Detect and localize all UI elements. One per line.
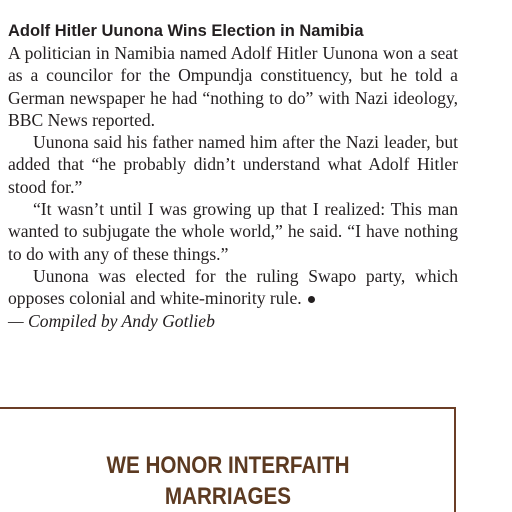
article-byline: — Compiled by Andy Gotlieb <box>8 310 215 331</box>
advertisement-title <box>32 450 424 512</box>
article-paragraph: Uunona was elected for the ruling Swapo party, which opposes colonial and white-minority rule. <box>8 265 458 309</box>
article-headline: Adolf Hitler Uunona Wins Election in Namibia <box>8 22 364 40</box>
ad-title-line-1: WE HONOR INTERFAITH <box>106 452 350 479</box>
ad-title-line-2: MARRIAGES <box>164 483 292 510</box>
article-paragraph: “It wasn’t until I was growing up that I realized: This man wanted to subjugate the whole world,” he said. “I have nothing to do with any of these things.” <box>8 199 458 264</box>
article-paragraph: Uunona said his father named him after the Nazi leader, but added that “he probably didn’t understand what Adolf Hitler stood for.” <box>8 132 458 197</box>
article-paragraph: A politician in Namibia named Adolf Hitler Uunona won a seat as a councilor for the Ompundja constituency, but he told a German newspaper he had “nothing to do” with Nazi ideology, BBC News reported. <box>8 43 458 130</box>
article-body <box>8 42 458 332</box>
end-of-story-bullet-icon <box>308 296 315 303</box>
